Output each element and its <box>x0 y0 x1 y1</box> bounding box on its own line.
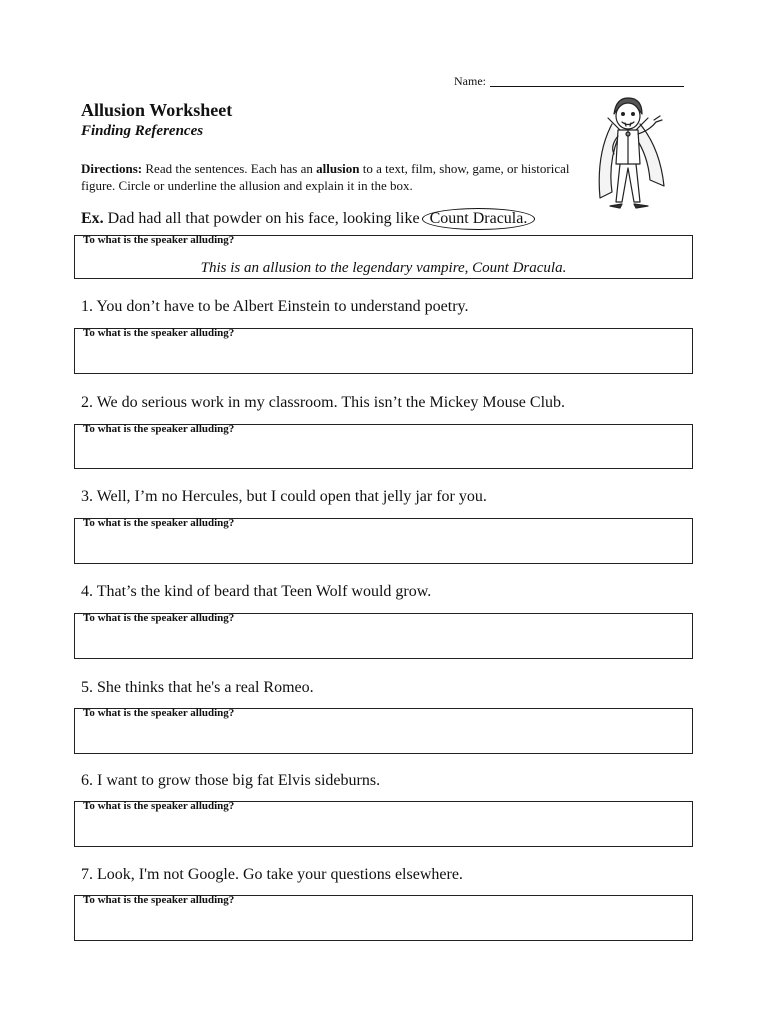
directions-keyword: allusion <box>316 161 360 176</box>
answer-box-3[interactable] <box>74 518 693 564</box>
name-label: Name: <box>454 74 486 88</box>
example-answer: This is an allusion to the legendary vampire, Count Dracula. <box>200 260 567 276</box>
question-5: 5. She thinks that he's a real Romeo. <box>81 679 314 696</box>
example-text: Dad had all that powder on his face, looking like <box>103 210 420 227</box>
question-2: 2. We do serious work in my classroom. This isn’t the Mickey Mouse Club. <box>81 394 566 411</box>
answer-box-4[interactable] <box>74 613 693 659</box>
circled-allusion: Count Dracula. <box>422 208 536 230</box>
example-sentence <box>81 208 535 230</box>
example-answer-box <box>74 235 693 279</box>
answer-prompt-5: To what is the speaker alluding? <box>83 707 235 719</box>
directions-label: Directions: <box>81 161 143 176</box>
example-label: Ex. <box>81 210 104 227</box>
answer-box-2[interactable] <box>74 424 693 469</box>
question-3: 3. Well, I’m no Hercules, but I could open that jelly jar for you. <box>81 488 487 505</box>
answer-box-5[interactable] <box>74 708 693 754</box>
question-1: 1. You don’t have to be Albert Einstein to understand poetry. <box>81 298 469 315</box>
question-7: 7. Look, I'm not Google. Go take your questions elsewhere. <box>81 866 463 883</box>
vampire-illustration <box>590 94 672 224</box>
directions <box>81 160 581 194</box>
answer-box-6[interactable] <box>74 801 693 847</box>
name-blank-line[interactable] <box>490 74 684 87</box>
question-4: 4. That’s the kind of beard that Teen Wolf would grow. <box>81 583 432 600</box>
answer-prompt-7: To what is the speaker alluding? <box>83 894 235 906</box>
worksheet-subtitle: Finding References <box>81 123 204 139</box>
answer-box-1[interactable] <box>74 328 693 374</box>
directions-text-b: to a text, film, show, game, or historical figure. Circle or underline the allusion and explain it in the box. <box>81 161 570 193</box>
worksheet-title: Allusion Worksheet <box>81 100 233 120</box>
answer-prompt-4: To what is the speaker alluding? <box>83 612 235 624</box>
answer-prompt-1: To what is the speaker alluding? <box>83 327 235 339</box>
answer-prompt-6: To what is the speaker alluding? <box>83 800 235 812</box>
answer-box-7[interactable] <box>74 895 693 941</box>
directions-text-a: Read the sentences. Each has an <box>142 161 317 176</box>
question-6: 6. I want to grow those big fat Elvis sideburns. <box>81 772 381 789</box>
example-prompt: To what is the speaker alluding? <box>83 234 235 246</box>
answer-prompt-2: To what is the speaker alluding? <box>83 423 235 435</box>
answer-prompt-3: To what is the speaker alluding? <box>83 517 235 529</box>
name-field <box>454 74 684 89</box>
